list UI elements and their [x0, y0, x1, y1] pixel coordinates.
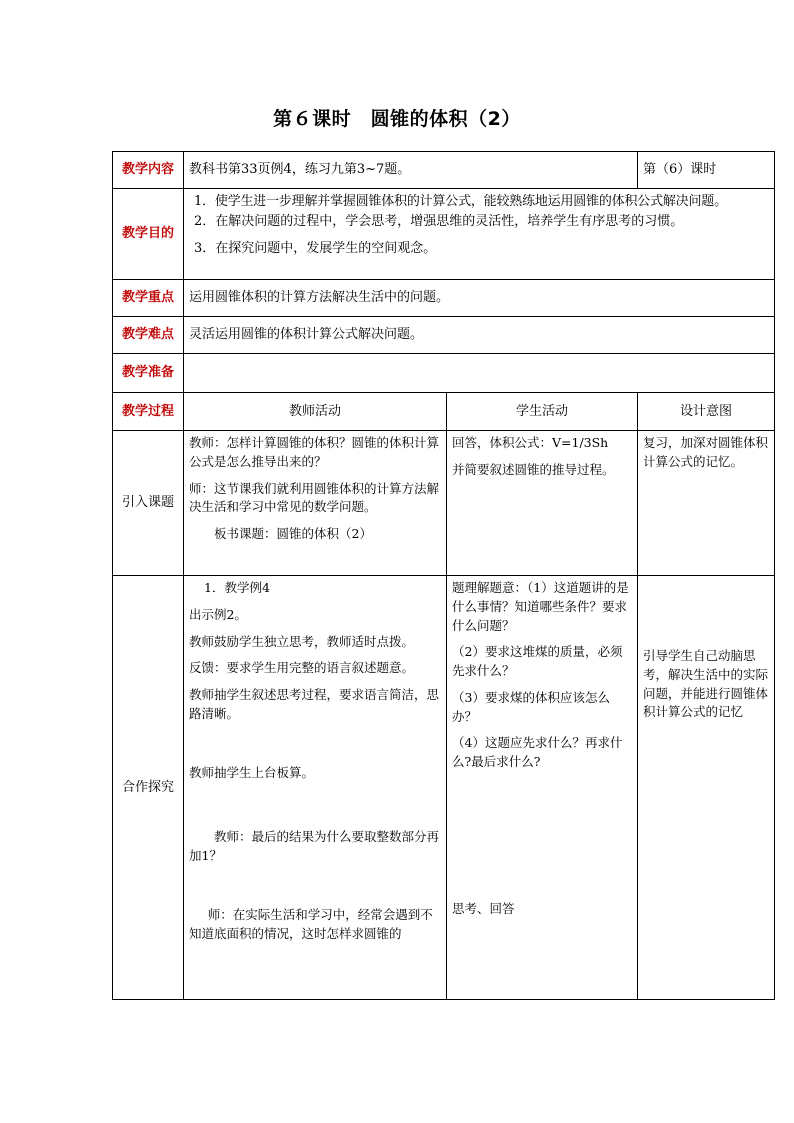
objective-item: 2．在解决问题的过程中，学会思考，增强思维的灵活性，培养学生有序思考的习惯。: [194, 213, 684, 229]
column-header-teacher: 教师活动: [184, 393, 447, 431]
row-content: [113, 152, 775, 189]
student-activity: 题理解题意：（1）这道题讲的是什么事情？知道哪些条件？要求什么问题？: [452, 580, 629, 633]
row-stage-explore: [113, 576, 775, 1000]
teacher-activity: 师：在实际生活和学习中，经常会遇到不知道底面积的情况，这时怎样求圆锥的: [189, 906, 433, 941]
teacher-activity: 板书课题：圆锥的体积（2）: [214, 526, 372, 541]
stage-explore-teacher: [184, 576, 447, 1000]
student-activity: （3）要求煤的体积应该怎么办？: [452, 689, 610, 724]
stage-explore-student: [447, 576, 638, 1000]
teacher-activity: 出示例2。: [189, 606, 247, 622]
stage-explore-design: [638, 576, 775, 1000]
row-objective: [113, 189, 775, 280]
period-text: 第（6）课时: [638, 152, 775, 189]
teacher-activity: 师：这节课我们就利用圆锥体积的计算方法解决生活和学习中常见的数学问题。: [189, 480, 440, 515]
row-preparation: [113, 354, 775, 393]
stage-name: 合作探究: [113, 576, 184, 1000]
student-activity: （2）要求这堆煤的质量，必须先求什么？: [452, 644, 623, 678]
stage-intro-teacher: [184, 431, 447, 576]
teacher-activity: 1．教学例4: [204, 580, 270, 595]
page-title: 第６课时 圆锥的体积（2）: [273, 108, 521, 130]
label-objective: 教学目的: [113, 189, 184, 280]
objectives-cell: [184, 189, 775, 280]
design-intent: 引导学生自己动脑思考，解决生活中的实际问题，并能进行圆锥体积计算公式的记忆: [643, 648, 769, 720]
row-difficulty: [113, 317, 775, 354]
student-activity: 回答，体积公式：V=1/3Sh: [452, 435, 609, 450]
teacher-activity: 反馈：要求学生用完整的语言叙述题意。: [189, 660, 415, 676]
label-key-point: 教学重点: [113, 280, 184, 317]
teacher-activity: 教师：怎样计算圆锥的体积？圆锥的体积计算公式是怎么推导出来的？: [189, 435, 440, 469]
label-preparation: 教学准备: [113, 354, 184, 393]
stage-name: 引入课题: [113, 431, 184, 576]
label-content: 教学内容: [113, 152, 184, 189]
row-stage-intro: [113, 431, 775, 576]
difficulty-text: 灵活运用圆锥的体积计算公式解决问题。: [184, 317, 775, 354]
teacher-activity: 教师抽学生上台板算。: [189, 764, 315, 780]
student-activity: （4）这题应先求什么？再求什么?最后求什么?: [452, 735, 623, 769]
label-process: 教学过程: [113, 393, 184, 431]
objective-item: 3．在探究问题中，发展学生的空间观念。: [194, 241, 437, 256]
stage-intro-student: [447, 431, 638, 576]
lesson-plan-table: [112, 151, 775, 1000]
preparation-text: [184, 354, 775, 393]
column-header-design: 设计意图: [638, 393, 775, 431]
row-key-point: [113, 280, 775, 317]
label-difficulty: 教学难点: [113, 317, 184, 354]
teacher-activity: 教师抽学生叙述思考过程，要求语言简洁，思路清晰。: [189, 687, 440, 721]
content-text: 教科书第33页例4，练习九第3~7题。: [184, 152, 638, 189]
student-activity: 并简要叙述圆锥的推导过程。: [452, 461, 615, 477]
objective-item: 1．使学生进一步理解并掌握圆锥体积的计算公式，能较熟练地运用圆锥的体积公式解决问题。: [194, 194, 727, 209]
stage-intro-design: [638, 431, 775, 576]
student-activity: 思考、回答: [452, 900, 515, 916]
row-process-header: [113, 393, 775, 431]
design-intent: 复习，加深对圆锥体积计算公式的记忆。: [643, 435, 769, 469]
teacher-activity: 教师鼓励学生独立思考，教师适时点拨。: [189, 633, 415, 649]
column-header-student: 学生活动: [447, 393, 638, 431]
teacher-activity: 教师：最后的结果为什么要取整数部分再加1？: [189, 829, 440, 863]
key-point-text: 运用圆锥体积的计算方法解决生活中的问题。: [184, 280, 775, 317]
